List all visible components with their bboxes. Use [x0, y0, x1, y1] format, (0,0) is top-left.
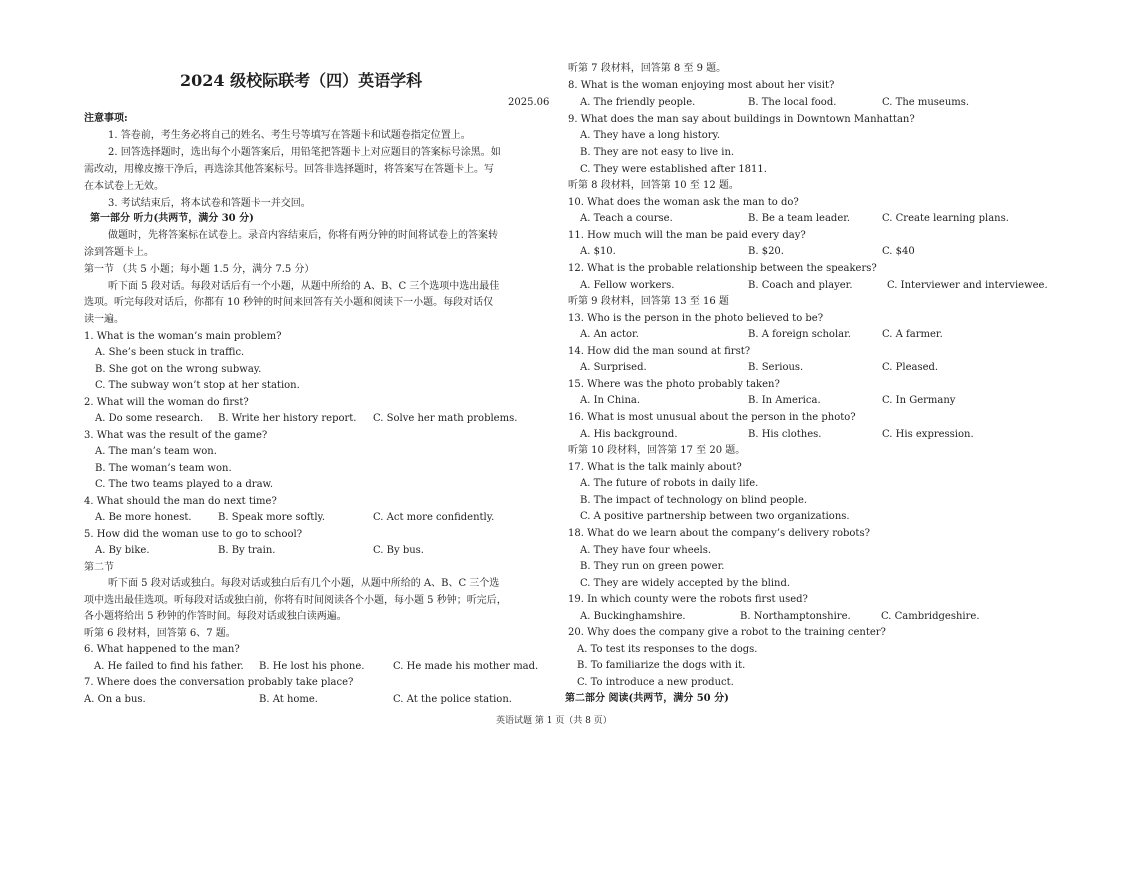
option-b: B. By train.	[218, 545, 276, 556]
question-stem: 14. How did the man sound at first?	[568, 346, 751, 357]
question-stem: 18. What do we learn about the company’s delivery robots?	[568, 528, 870, 539]
option-c: C. Solve her math problems.	[373, 413, 518, 424]
material-label: 听第 10 段材料，回答第 17 至 20 题。	[568, 445, 746, 456]
option-b: B. To familiarize the dogs with it.	[577, 660, 746, 671]
notes-line: 2. 回答选择题时，选出每个小题答案后，用铅笔把答题卡上对应题目的答案标号涂黑。如	[108, 147, 501, 158]
option-a: A. The future of robots in daily life.	[580, 478, 759, 489]
section1-intro: 读一遍。	[84, 314, 124, 325]
option-a: A. Teach a course.	[580, 213, 673, 224]
option-c: C. A farmer.	[882, 329, 943, 340]
option-c: C. At the police station.	[393, 694, 512, 705]
option-b: B. Coach and player.	[748, 280, 853, 291]
option-b: B. Write her history report.	[218, 413, 357, 424]
option-b: B. The woman’s team won.	[95, 463, 232, 474]
option-a: A. The friendly people.	[580, 97, 696, 108]
option-a: A. Surprised.	[580, 362, 647, 373]
option-a: A. She’s been stuck in traffic.	[95, 347, 245, 358]
option-c: C. The two teams played to a draw.	[95, 479, 274, 490]
question-stem: 12. What is the probable relationship between the speakers?	[568, 263, 877, 274]
option-b: B. At home.	[259, 694, 318, 705]
option-a: A. To test its responses to the dogs.	[577, 644, 758, 655]
section1-heading: 第一节 （共 5 小题；每小题 1.5 分，满分 7.5 分）	[84, 264, 315, 275]
exam-date: 2025.06	[508, 97, 550, 108]
question-stem: 15. Where was the photo probably taken?	[568, 379, 780, 390]
option-a: A. By bike.	[95, 545, 150, 556]
option-b: B. In America.	[748, 395, 821, 406]
option-a: A. In China.	[580, 395, 641, 406]
option-c: C. They are widely accepted by the blind.	[580, 578, 791, 589]
question-stem: 19. In which county were the robots first used?	[568, 594, 808, 605]
option-c: C. His expression.	[882, 429, 974, 440]
question-stem: 7. Where does the conversation probably take place?	[84, 677, 354, 688]
section1-intro: 选项。听完每段对话后，你都有 10 秒钟的时间来回答有关小题和阅读下一小题。每段对话仅	[84, 297, 494, 308]
material-label: 听第 8 段材料，回答第 10 至 12 题。	[568, 180, 739, 191]
option-c: C. He made his mother mad.	[393, 661, 539, 672]
option-a: A. His background.	[580, 429, 678, 440]
notes-heading: 注意事项:	[84, 113, 128, 124]
option-a: A. Buckinghamshire.	[580, 611, 686, 622]
option-b: B. She got on the wrong subway.	[95, 364, 262, 375]
option-c: C. Create learning plans.	[882, 213, 1009, 224]
option-c: C. By bus.	[373, 545, 424, 556]
option-c: C. Act more confidently.	[373, 512, 495, 523]
page-footer: 英语试题 第 1 页（共 8 页）	[496, 716, 612, 726]
option-a: A. On a bus.	[84, 694, 146, 705]
section2-intro: 听下面 5 段对话或独白。每段对话或独白后有几个小题，从题中所给的 A、B、C 三个选	[108, 578, 500, 589]
option-c: C. They were established after 1811.	[580, 164, 767, 175]
option-b: B. The impact of technology on blind people.	[580, 495, 808, 506]
question-stem: 17. What is the talk mainly about?	[568, 462, 742, 473]
question-stem: 1. What is the woman’s main problem?	[84, 331, 282, 342]
option-c: C. The museums.	[882, 97, 970, 108]
part1-intro: 做题时，先将答案标在试卷上。录音内容结束后，你将有两分钟的时间将试卷上的答案转	[108, 230, 498, 241]
option-a: A. They have four wheels.	[580, 545, 712, 556]
option-b: B. He lost his phone.	[259, 661, 365, 672]
option-c: C. Interviewer and interviewee.	[887, 280, 1048, 291]
option-c: C. A positive partnership between two organizations.	[580, 511, 850, 522]
notes-line: 需改动，用橡皮擦干净后，再选涂其他答案标号。回答非选择题时，将答案写在答题卡上。写	[84, 164, 494, 175]
option-a: A. Be more honest.	[95, 512, 192, 523]
part1-intro: 涂到答题卡上。	[84, 247, 154, 258]
notes-line: 3. 考试结束后，将本试卷和答题卡一并交回。	[108, 198, 311, 209]
question-stem: 13. Who is the person in the photo believed to be?	[568, 313, 824, 324]
option-a: A. $10.	[580, 246, 616, 257]
material-label: 听第 7 段材料，回答第 8 至 9 题。	[568, 63, 727, 74]
option-c: C. To introduce a new product.	[577, 677, 734, 688]
option-a: A. They have a long history.	[580, 130, 721, 141]
section2-intro: 各小题将给出 5 秒钟的作答时间。每段对话或独白读两遍。	[84, 611, 347, 622]
option-b: B. His clothes.	[748, 429, 822, 440]
option-a: A. Do some research.	[95, 413, 204, 424]
option-c: C. $40	[882, 246, 915, 257]
question-stem: 2. What will the woman do first?	[84, 397, 249, 408]
question-stem: 10. What does the woman ask the man to do?	[568, 197, 799, 208]
section2-intro: 项中选出最佳选项。听每段对话或独白前，你将有时间阅读各个小题，每小题 5 秒钟；听完后，	[84, 595, 507, 606]
notes-line: 1. 答卷前，考生务必将自己的姓名、考生号等填写在答题卡和试题卷指定位置上。	[108, 130, 471, 141]
question-stem: 3. What was the result of the game?	[84, 430, 268, 441]
option-a: A. He failed to find his father.	[94, 661, 244, 672]
notes-line: 在本试卷上无效。	[84, 181, 164, 192]
option-c: C. Pleased.	[882, 362, 939, 373]
option-b: B. They run on green power.	[580, 561, 725, 572]
section2-heading: 第二节	[84, 562, 114, 573]
option-b: B. Be a team leader.	[748, 213, 851, 224]
option-c: C. The subway won’t stop at her station.	[95, 380, 300, 391]
option-a: A. The man’s team won.	[95, 446, 217, 457]
question-stem: 11. How much will the man be paid every day?	[568, 230, 806, 241]
material-label: 听第 6 段材料，回答第 6、7 题。	[84, 628, 236, 639]
option-c: C. In Germany	[882, 395, 956, 406]
option-b: B. A foreign scholar.	[748, 329, 851, 340]
part1-heading: 第一部分 听力(共两节，满分 30 分)	[90, 213, 254, 224]
question-stem: 4. What should the man do next time?	[84, 496, 277, 507]
option-b: B. Northamptonshire.	[740, 611, 851, 622]
option-b: B. Serious.	[748, 362, 804, 373]
option-b: B. $20.	[748, 246, 784, 257]
question-stem: 20. Why does the company give a robot to the training center?	[568, 627, 886, 638]
exam-title: 2024 级校际联考（四）英语学科	[180, 71, 423, 90]
option-b: B. The local food.	[748, 97, 837, 108]
material-label: 听第 9 段材料，回答第 13 至 16 题	[568, 296, 729, 307]
option-b: B. Speak more softly.	[218, 512, 326, 523]
question-stem: 5. How did the woman use to go to school?	[84, 529, 303, 540]
section1-intro: 听下面 5 段对话。每段对话后有一个小题，从题中所给的 A、B、C 三个选项中选出最佳	[108, 281, 500, 292]
option-c: C. Cambridgeshire.	[881, 611, 980, 622]
option-b: B. They are not easy to live in.	[580, 147, 735, 158]
question-stem: 9. What does the man say about buildings in Downtown Manhattan?	[568, 114, 915, 125]
option-a: A. Fellow workers.	[580, 280, 675, 291]
question-stem: 8. What is the woman enjoying most about her visit?	[568, 80, 835, 91]
question-stem: 16. What is most unusual about the person in the photo?	[568, 412, 856, 423]
part2-heading: 第二部分 阅读(共两节，满分 50 分)	[565, 693, 729, 704]
question-stem: 6. What happened to the man?	[84, 644, 240, 655]
option-a: A. An actor.	[580, 329, 639, 340]
